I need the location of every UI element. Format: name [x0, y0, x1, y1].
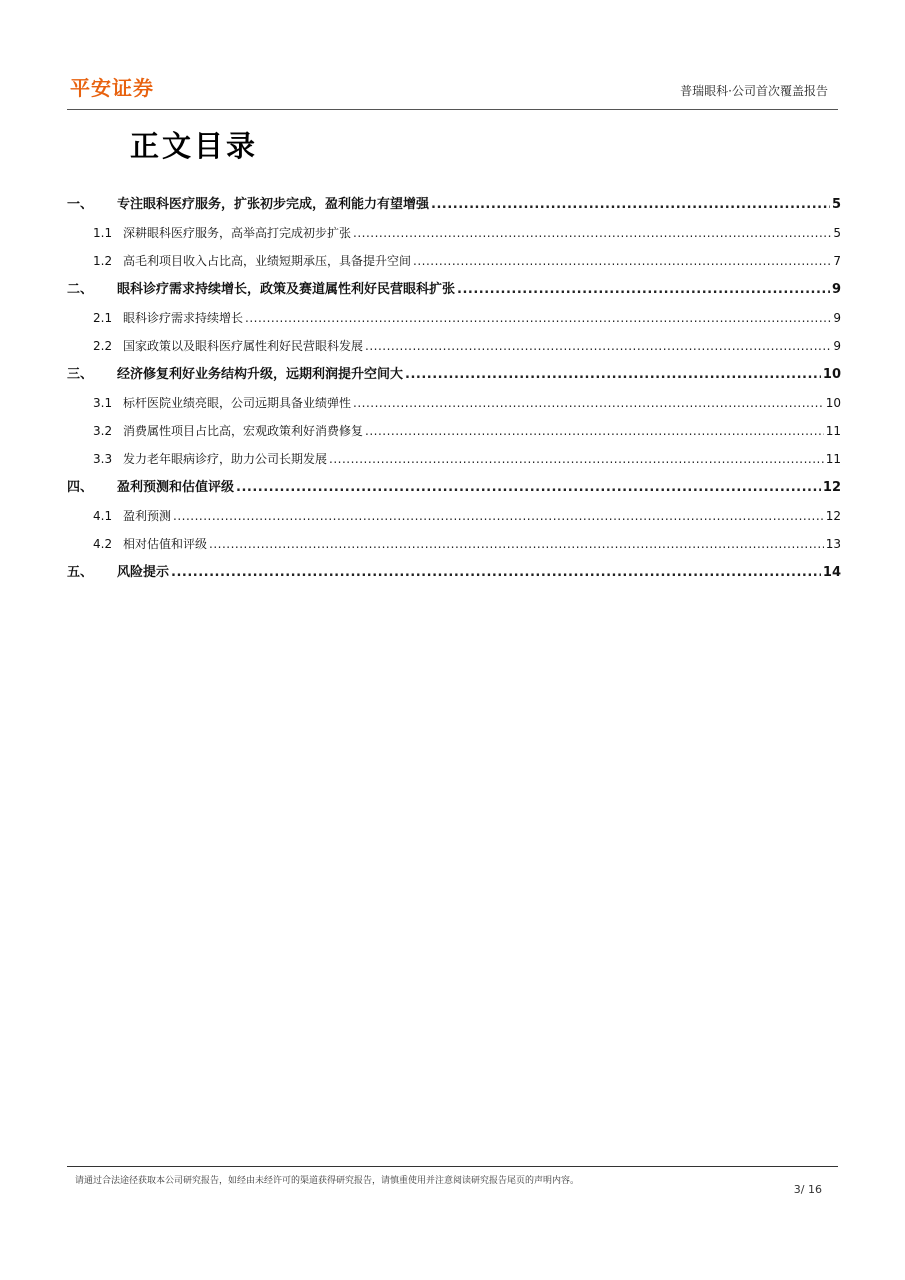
toc-leader — [173, 502, 824, 530]
toc-entry-text: 风险提示 — [117, 565, 170, 580]
header-divider — [67, 109, 838, 110]
table-of-contents — [67, 190, 841, 587]
toc-entry-number: 3.1 — [93, 396, 113, 410]
toc-leader — [353, 219, 831, 247]
toc-entry-page: 7 — [833, 254, 841, 268]
footer-disclaimer: 请通过合法途径获取本公司研究报告，如经由未经许可的渠道获得研究报告，请慎重使用并注意阅读研究报告尾页的声明内容。 — [75, 1176, 580, 1186]
toc-heading: 正文目录 — [130, 129, 259, 163]
toc-entry-page: 12 — [822, 480, 841, 495]
toc-entry-page: 10 — [825, 396, 841, 410]
toc-entry-number: 1.2 — [93, 254, 113, 268]
toc-entry-number: 一、 — [67, 197, 94, 212]
toc-entry-text: 盈利预测和估值评级 — [117, 480, 235, 495]
toc-entry-3[interactable] — [67, 360, 841, 389]
toc-entry-number: 三、 — [67, 367, 94, 382]
toc-entry-number: 4.2 — [93, 537, 113, 551]
toc-leader — [457, 275, 830, 304]
toc-entry-number: 2.2 — [93, 339, 113, 353]
toc-entry-page: 9 — [833, 339, 841, 353]
toc-entry-text: 高毛利项目收入占比高，业绩短期承压，具备提升空间 — [123, 254, 412, 268]
toc-entry-page: 11 — [825, 452, 841, 466]
toc-entry-number: 1.1 — [93, 226, 113, 240]
toc-entry-number: 二、 — [67, 282, 94, 297]
toc-entry-number: 3.2 — [93, 424, 113, 438]
toc-entry-number: 3.3 — [93, 452, 113, 466]
toc-leader — [236, 473, 821, 502]
toc-leader — [329, 445, 824, 473]
toc-entry-2[interactable] — [67, 275, 841, 304]
toc-entry-3-2[interactable] — [67, 417, 841, 445]
toc-entry-text: 相对估值和评级 — [123, 537, 208, 551]
toc-leader — [353, 389, 824, 417]
toc-entry-text: 眼科诊疗需求持续增长 — [123, 311, 244, 325]
toc-leader — [405, 360, 821, 389]
toc-entry-1[interactable] — [67, 190, 841, 219]
toc-entry-2-1[interactable] — [67, 304, 841, 332]
toc-entry-4-2[interactable] — [67, 530, 841, 558]
toc-entry-1-1[interactable] — [67, 219, 841, 247]
toc-entry-text: 经济修复利好业务结构升级，远期利润提升空间大 — [117, 367, 404, 382]
toc-entry-text: 专注眼科医疗服务，扩张初步完成，盈利能力有望增强 — [117, 197, 430, 212]
toc-entry-page: 9 — [831, 282, 841, 297]
toc-leader — [431, 190, 830, 219]
toc-entry-page: 12 — [825, 509, 841, 523]
toc-leader — [365, 332, 831, 360]
toc-entry-3-1[interactable] — [67, 389, 841, 417]
toc-entry-4-1[interactable] — [67, 502, 841, 530]
page-number: 3/ 16 — [793, 1183, 822, 1196]
toc-entry-number: 五、 — [67, 565, 94, 580]
footer-divider — [67, 1166, 838, 1167]
toc-entry-page: 11 — [825, 424, 841, 438]
toc-entry-text: 发力老年眼病诊疗，助力公司长期发展 — [123, 452, 328, 466]
toc-entry-number: 4.1 — [93, 509, 113, 523]
toc-entry-page: 10 — [822, 367, 841, 382]
toc-entry-3-3[interactable] — [67, 445, 841, 473]
toc-entry-page: 5 — [831, 197, 841, 212]
toc-entry-text: 国家政策以及眼科医疗属性利好民营眼科发展 — [123, 339, 364, 353]
toc-entry-text: 盈利预测 — [123, 509, 172, 523]
toc-entry-page: 5 — [833, 226, 841, 240]
toc-entry-text: 深耕眼科医疗服务，高举高打完成初步扩张 — [123, 226, 352, 240]
toc-entry-text: 标杆医院业绩亮眼，公司远期具备业绩弹性 — [123, 396, 352, 410]
toc-entry-page: 14 — [822, 565, 841, 580]
brand-logo: 平安证券 — [70, 76, 154, 100]
toc-entry-text: 眼科诊疗需求持续增长，政策及赛道属性利好民营眼科扩张 — [117, 282, 456, 297]
toc-entry-text: 消费属性项目占比高，宏观政策利好消费修复 — [123, 424, 364, 438]
toc-entry-number: 2.1 — [93, 311, 113, 325]
toc-entry-page: 9 — [833, 311, 841, 325]
toc-leader — [209, 530, 824, 558]
toc-leader — [171, 558, 821, 587]
toc-leader — [245, 304, 831, 332]
toc-entry-1-2[interactable] — [67, 247, 841, 275]
toc-entry-page: 13 — [825, 537, 841, 551]
report-title: 普瑞眼科·公司首次覆盖报告 — [680, 84, 828, 98]
toc-entry-number: 四、 — [67, 480, 94, 495]
toc-leader — [413, 247, 831, 275]
toc-entry-2-2[interactable] — [67, 332, 841, 360]
toc-entry-5[interactable] — [67, 558, 841, 587]
toc-entry-4[interactable] — [67, 473, 841, 502]
toc-leader — [365, 417, 824, 445]
